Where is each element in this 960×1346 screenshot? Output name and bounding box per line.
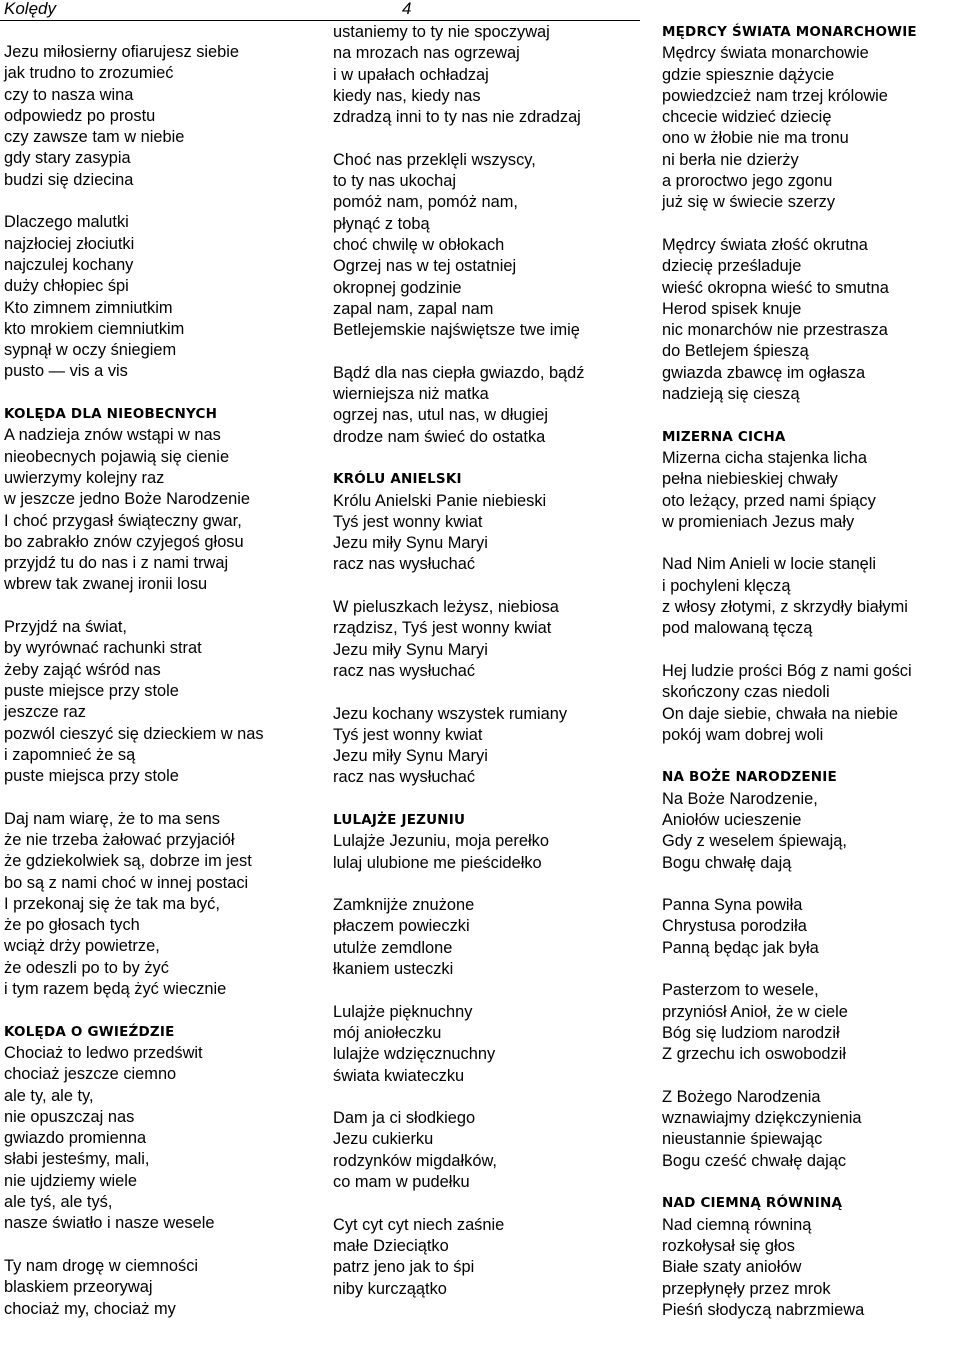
lyric-line: oto leżący, przed nami śpiący	[662, 491, 876, 510]
lyric-line: nasze światło i nasze wesele	[4, 1214, 215, 1233]
lyric-line: Z Bożego Narodzenia	[662, 1087, 821, 1106]
lyric-line: jak trudno to zrozumieć	[4, 64, 174, 83]
lyric-line: odpowiedz po prostu	[4, 106, 156, 125]
text-column-1	[4, 0, 322, 1320]
lyric-line: Tyś jest wonny kwiat	[333, 725, 483, 744]
stanza	[333, 1002, 651, 1087]
lyric-line: I przekonaj się że tak ma być,	[4, 894, 220, 913]
lyric-line: co mam w pudełku	[333, 1173, 470, 1192]
lyric-line: chcecie widzieć dziecię	[662, 108, 832, 127]
lyric-line: Ty nam drogę w ciemności	[4, 1256, 199, 1275]
lyric-line: puste miejsca przy stole	[4, 767, 179, 786]
stanza-gap	[333, 980, 651, 1001]
lyric-line: Zamknijże znużone	[333, 896, 475, 915]
lyric-line: Mizerna cicha stajenka licha	[662, 448, 867, 467]
lyric-line: Lulajże Jezuniu, moja perełko	[333, 832, 549, 851]
lyric-line: wieść okropna wieść to smutna	[662, 278, 889, 297]
lyric-line: w promieniach Jezus mały	[662, 512, 855, 531]
lyric-line: Dam ja ci słodkiego	[333, 1109, 476, 1128]
stanza-gap	[662, 405, 960, 426]
lyric-line: Lulajże pięknuchny	[333, 1002, 473, 1021]
stanza-gap	[333, 448, 651, 469]
lyric-line: bo są z nami choć w innej postaci	[4, 873, 249, 892]
lyric-line: Nad Nim Anieli w locie stanęli	[662, 555, 877, 574]
lyric-line: Mędrcy świata monarchowie	[662, 44, 869, 63]
stanza	[662, 1087, 960, 1172]
lyric-line: Jezu kochany wszystek rumiany	[333, 704, 568, 723]
carol-heading: LULAJŻE JEZUNIU	[333, 811, 466, 828]
lyric-line: już się w świecie szerzy	[662, 193, 836, 212]
lyric-line: bo zabrakło znów czyjegoś głosu	[4, 532, 244, 551]
lyric-line: małe Dzieciątko	[333, 1236, 449, 1255]
document-title: Kolędy	[4, 0, 56, 18]
stanza	[4, 1256, 322, 1320]
lyric-line: rodzynków migdałków,	[333, 1151, 497, 1170]
carol-heading: KRÓLU ANIELSKI	[333, 471, 462, 488]
stanza-gap	[4, 596, 322, 617]
lyric-line: Z grzechu ich oswobodził	[662, 1045, 847, 1064]
lyric-line: Hej ludzie prości Bóg z nami gości	[662, 661, 912, 680]
lyric-line: pełna niebieskiej chwały	[662, 470, 838, 489]
lyric-line: lulaj ulubione me pieścidełko	[333, 853, 542, 872]
lyric-line: kto mrokiem ciemniutkim	[4, 319, 185, 338]
page-number: 4	[402, 0, 412, 18]
lyric-line: ustaniemy to ty nie spoczywaj	[333, 23, 550, 41]
lyric-line: najzłociej złociutki	[4, 234, 135, 253]
lyric-line: Chociaż to ledwo przedświt	[4, 1043, 203, 1062]
lyric-line: Dlaczego malutki	[4, 213, 129, 232]
lyric-line: Panną będąc jak była	[662, 938, 819, 957]
lyric-line: Aniołów ucieszenie	[662, 810, 802, 829]
lyric-line: Betlejemskie najświętsze twe imię	[333, 321, 580, 340]
carol-section	[4, 404, 322, 596]
lyric-line: Białe szaty aniołów	[662, 1258, 802, 1277]
stanza	[333, 150, 651, 342]
lyric-line: na mrozach nas ogrzewaj	[333, 44, 520, 63]
carol-section	[662, 1193, 960, 1321]
stanza-gap	[333, 682, 651, 703]
lyric-line: Chrystusa porodziła	[662, 917, 807, 936]
lyric-line: gdzie spiesznie dążycie	[662, 65, 835, 84]
stanza-gap	[4, 1235, 322, 1256]
lyric-line: Bogu cześć chwałę dając	[662, 1151, 847, 1170]
lyric-line: przyjdź tu do nas i z nami trwaj	[4, 554, 229, 573]
lyric-line: sypnął w oczy śniegiem	[4, 341, 177, 360]
lyric-line: łkaniem usteczki	[333, 960, 454, 979]
lyric-line: I choć przygasł świąteczny gwar,	[4, 511, 242, 530]
lyric-line: ogrzej nas, utul nas, w długiej	[333, 406, 549, 425]
lyric-line: Jezu miłosierny ofiarujesz siebie	[4, 43, 240, 61]
lyric-line: lulajże wdzięcznuchny	[333, 1045, 496, 1064]
lyric-line: nic monarchów nie przestrasza	[662, 321, 888, 340]
lyric-line: nadzieją się cieszą	[662, 385, 800, 404]
lyric-line: pozwól cieszyć się dzieckiem w nas	[4, 724, 264, 743]
lyric-line: nieustannie śpiewając	[662, 1130, 823, 1149]
lyric-line: ale ty, ale ty,	[4, 1086, 94, 1105]
lyric-line: blaskiem przeorywaj	[4, 1278, 153, 1297]
stanza	[662, 661, 960, 746]
lyric-line: choć chwilę w obłokach	[333, 235, 505, 254]
lyric-line: z włosy złotymi, z skrzydły białymi	[662, 598, 908, 617]
lyric-line: Gdy z weselem śpiewają,	[662, 832, 847, 851]
lyric-line: a proroctwo jego zgonu	[662, 172, 833, 191]
carol-section	[662, 22, 960, 214]
stanza	[333, 704, 651, 789]
lyric-line: do Betlejem śpieszą	[662, 342, 809, 361]
lyric-line: A nadzieja znów wstąpi w nas	[4, 426, 221, 445]
lyric-line: że odeszli po to by żyć	[4, 958, 169, 977]
stanza	[333, 1108, 651, 1193]
lyric-line: puste miejsce przy stole	[4, 681, 179, 700]
lyric-line: racz nas wysłuchać	[333, 768, 476, 787]
lyric-line: utulże zemdlone	[333, 938, 453, 957]
lyric-line: Bóg się ludziom narodził	[662, 1023, 840, 1042]
lyric-line: gdy stary zasypia	[4, 149, 131, 168]
lyric-line: zdradzą inni to ty nas nie zdradzaj	[333, 108, 581, 127]
lyric-line: i pochyleni klęczą	[662, 576, 791, 595]
lyric-line: Przyjdź na świat,	[4, 618, 127, 637]
lyric-line: kiedy nas, kiedy nas	[333, 86, 481, 105]
lyric-line: Pasterzom to wesele,	[662, 981, 819, 1000]
stanza-gap	[662, 1066, 960, 1087]
lyric-line: że nie trzeba żałować przyjaciół	[4, 830, 235, 849]
lyric-line: duży chłopiec śpi	[4, 277, 129, 296]
lyric-line: Cyt cyt cyt niech zaśnie	[333, 1215, 505, 1234]
stanza	[4, 617, 322, 787]
carol-heading: KOLĘDA O GWIEŹDZIE	[4, 1023, 175, 1040]
lyric-line: Jezu miły Synu Maryi	[333, 534, 488, 553]
stanza-gap	[4, 1000, 322, 1021]
lyric-line: świata kwiateczku	[333, 1066, 465, 1085]
carol-section	[333, 810, 651, 874]
lyric-line: i zapomnieć że są	[4, 745, 136, 764]
lyric-line: ale tyś, ale tyś,	[4, 1193, 113, 1212]
lyric-line: ni berła nie dzierży	[662, 150, 799, 169]
lyric-line: najczulej kochany	[4, 255, 134, 274]
lyric-line: słabi jesteśmy, mali,	[4, 1150, 150, 1169]
stanza-gap	[662, 214, 960, 235]
lyric-line: Bądź dla nas ciepła gwiazdo, bądź	[333, 363, 585, 382]
stanza-gap	[662, 874, 960, 895]
stanza-gap	[662, 533, 960, 554]
carol-heading: NAD CIEMNĄ RÓWNINĄ	[662, 1195, 843, 1212]
lyric-line: Mędrcy świata złość okrutna	[662, 235, 868, 254]
lyric-line: Nad ciemną równiną	[662, 1215, 812, 1234]
stanza-gap	[662, 640, 960, 661]
lyric-line: gwiazda zbawcę im ogłasza	[662, 363, 866, 382]
lyric-line: czy to nasza wina	[4, 85, 134, 104]
lyric-line: okropnej godzinie	[333, 278, 462, 297]
carol-heading: KOLĘDA DLA NIEOBECNYCH	[4, 406, 218, 423]
lyric-line: zapal nam, zapal nam	[333, 299, 494, 318]
stanza-gap	[4, 383, 322, 404]
stanza	[662, 235, 960, 405]
lyric-line: patrz jeno jak to śpi	[333, 1258, 475, 1277]
text-column-2	[333, 0, 651, 1300]
lyric-line: wierniejsza niż matka	[333, 385, 489, 404]
stanza	[333, 1215, 651, 1300]
stanza	[662, 895, 960, 959]
lyric-line: uwierzymy kolejny raz	[4, 468, 165, 487]
lyric-line: żeby zająć wśród nas	[4, 660, 161, 679]
stanza	[333, 597, 651, 682]
lyric-line: wciąż drży powietrze,	[4, 937, 160, 956]
lyric-line: Ogrzej nas w tej ostatniej	[333, 257, 517, 276]
lyric-line: czy zawsze tam w niebie	[4, 128, 185, 147]
carol-section	[333, 469, 651, 575]
lyric-line: wbrew tak zwanej ironii losu	[4, 575, 208, 594]
carol-section	[4, 1022, 322, 1235]
lyric-line: przyniósł Anioł, że w ciele	[662, 1002, 848, 1021]
lyric-line: przepłynęły przez mrok	[662, 1279, 831, 1298]
lyric-line: Królu Anielski Panie niebieski	[333, 491, 547, 510]
lyric-line: On daje siebie, chwała na niebie	[662, 704, 898, 723]
stanza-gap	[333, 576, 651, 597]
lyric-line: i w upałach ochładzaj	[333, 65, 489, 84]
lyric-line: to ty nas ukochaj	[333, 172, 457, 191]
lyric-line: rządzisz, Tyś jest wonny kwiat	[333, 619, 552, 638]
lyric-line: nie ujdziemy wiele	[4, 1171, 138, 1190]
stanza-gap	[333, 874, 651, 895]
stanza	[4, 809, 322, 1001]
lyric-line: drodze nam świeć do ostatka	[333, 427, 546, 446]
lyric-line: Tyś jest wonny kwiat	[333, 512, 483, 531]
lyric-line: pokój wam dobrej woli	[662, 725, 824, 744]
lyric-line: gwiazdo promienna	[4, 1129, 147, 1148]
stanza	[4, 42, 322, 191]
stanza-gap	[333, 128, 651, 149]
carol-section	[662, 427, 960, 533]
lyric-line: że gdziekolwiek są, dobrze im jest	[4, 852, 252, 871]
carol-heading: NA BOŻE NARODZENIE	[662, 769, 837, 786]
stanza	[4, 212, 322, 382]
stanza-gap	[333, 1193, 651, 1214]
lyric-line: Panna Syna powiła	[662, 896, 803, 915]
lyric-line: dziecię prześladuje	[662, 257, 802, 276]
lyric-line: Pieśń słodyczą nabrzmiewa	[662, 1300, 865, 1319]
lyric-line: powiedzcież nam trzej królowie	[662, 86, 888, 105]
lyric-line: by wyrównać rachunki strat	[4, 639, 202, 658]
lyric-line: Jezu miły Synu Maryi	[333, 640, 488, 659]
lyric-line: nie opuszczaj nas	[4, 1107, 135, 1126]
lyric-line: pomóż nam, pomóż nam,	[333, 193, 518, 212]
lyric-line: Herod spisek knuje	[662, 299, 802, 318]
lyric-line: skończony czas niedoli	[662, 683, 830, 702]
stanza-gap	[662, 1172, 960, 1193]
lyric-line: w jeszcze jedno Boże Narodzenie	[4, 490, 250, 509]
lyric-line: Daj nam wiarę, że to ma sens	[4, 809, 220, 828]
lyric-line: rozkołysał się głos	[662, 1236, 795, 1255]
lyric-line: racz nas wysłuchać	[333, 555, 476, 574]
lyric-line: Jezu cukierku	[333, 1130, 434, 1149]
lyric-line: i tym razem będą żyć wiecznie	[4, 980, 227, 999]
stanza	[662, 980, 960, 1065]
stanza-gap	[333, 789, 651, 810]
lyric-line: chociaż jeszcze ciemno	[4, 1065, 177, 1084]
carol-heading: MIZERNA CICHA	[662, 428, 786, 445]
stanza-gap	[333, 341, 651, 362]
lyric-line: Bogu chwałę dają	[662, 853, 792, 872]
stanza	[333, 22, 651, 128]
lyric-line: płaczem powieczki	[333, 917, 470, 936]
lyric-line: jeszcze raz	[4, 703, 86, 722]
lyric-line: Jezu miły Synu Maryi	[333, 747, 488, 766]
lyric-line: Kto zimnem zimniutkim	[4, 298, 173, 317]
stanza-gap	[333, 1087, 651, 1108]
lyric-line: niby kurcząątko	[333, 1279, 447, 1298]
stanza	[333, 363, 651, 448]
lyric-line: budzi się dziecina	[4, 170, 134, 189]
lyric-line: Na Boże Narodzenie,	[662, 789, 818, 808]
lyric-line: mój aniołeczku	[333, 1023, 442, 1042]
stanza-gap	[662, 746, 960, 767]
carol-heading: MĘDRCY ŚWIATA MONARCHOWIE	[662, 24, 917, 40]
stanza	[333, 895, 651, 980]
lyric-line: pod malowaną tęczą	[662, 619, 813, 638]
stanza-gap	[4, 191, 322, 212]
text-column-3	[662, 0, 960, 1321]
lyric-line: że po głosach tych	[4, 916, 140, 935]
carol-section	[662, 767, 960, 873]
lyric-line: racz nas wysłuchać	[333, 661, 476, 680]
lyric-line: płynąć z tobą	[333, 214, 430, 233]
lyric-line: Choć nas przeklęli wszyscy,	[333, 150, 536, 169]
lyric-line: ono w żłobie nie ma tronu	[662, 129, 849, 148]
lyric-line: nieobecnych pojawią się cienie	[4, 447, 230, 466]
lyric-line: pusto — vis a vis	[4, 362, 128, 381]
stanza	[662, 554, 960, 639]
lyric-line: chociaż my, chociaż my	[4, 1299, 176, 1318]
stanza-gap	[4, 787, 322, 808]
stanza-gap	[662, 959, 960, 980]
lyric-line: W pieluszkach leżysz, niebiosa	[333, 598, 559, 617]
lyric-line: wznawiajmy dziękczynienia	[662, 1109, 862, 1128]
